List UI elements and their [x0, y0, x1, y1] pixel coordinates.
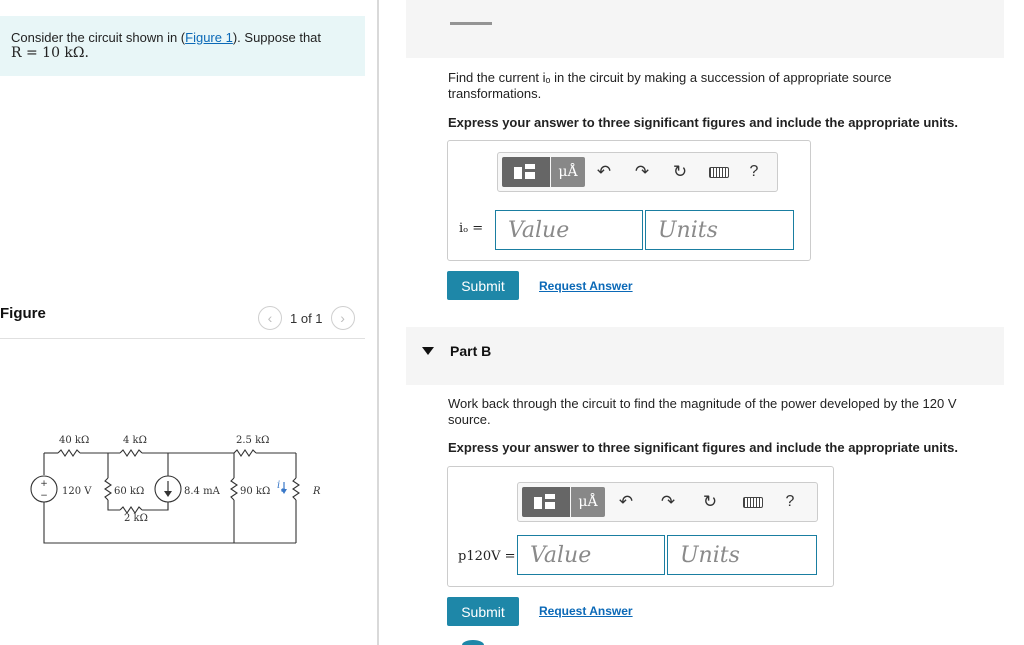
undo-icon[interactable]: ↶ — [596, 162, 612, 181]
templates-icon — [511, 161, 541, 183]
undo-icon[interactable]: ↶ — [618, 492, 634, 511]
reset-icon[interactable]: ↻ — [702, 492, 718, 511]
label-4k: 4 kΩ — [123, 435, 147, 446]
figure-nav — [258, 306, 355, 330]
part-a-header — [406, 0, 1004, 58]
circuit-diagram — [28, 428, 338, 553]
part-b-instruction: Express your answer to three significant figures and include the appropriate units. — [448, 440, 958, 455]
part-a-submit-button[interactable]: Submit — [447, 271, 519, 300]
part-b-title: Part B — [450, 343, 492, 359]
part-a-question: Find the current iₒ in the circuit by making a succession of appropriate source transformations. — [448, 70, 892, 101]
templates-button[interactable] — [502, 157, 550, 187]
pane-divider[interactable] — [377, 0, 379, 645]
problem-intro — [0, 16, 365, 76]
reset-icon[interactable]: ↻ — [672, 162, 688, 181]
next-figure-button[interactable] — [331, 306, 355, 330]
templates-icon — [531, 491, 561, 513]
keyboard-button[interactable] — [731, 487, 775, 517]
part-b-request-answer-link[interactable]: Request Answer — [539, 604, 633, 618]
next-part-button[interactable] — [462, 640, 484, 645]
part-b-submit-button[interactable]: Submit — [447, 597, 519, 626]
templates-button[interactable] — [522, 487, 570, 517]
label-2-5k: 2.5 kΩ — [236, 435, 270, 446]
chevron-left-icon: ‹ — [267, 310, 273, 326]
resistor-90k — [231, 478, 237, 500]
label-io: i — [277, 480, 281, 491]
redo-icon[interactable]: ↷ — [660, 492, 676, 511]
part-a-instruction: Express your answer to three significant figures and include the appropriate units. — [448, 115, 958, 130]
label-8-4ma: 8.4 mA — [184, 486, 220, 497]
svg-text:−: − — [40, 491, 48, 501]
intro-text-after: ). Suppose that — [232, 30, 322, 45]
keyboard-icon — [743, 497, 763, 508]
part-b-toolbar — [517, 482, 818, 522]
part-b-answer-box — [447, 466, 834, 587]
resistor-60k — [105, 478, 111, 500]
intro-text: Consider the circuit shown in ( — [11, 30, 186, 45]
units-button[interactable]: μÅ — [551, 157, 585, 187]
left-pane — [0, 0, 378, 645]
io-label: iₒ = — [459, 221, 484, 236]
part-a-answer-box — [447, 140, 811, 261]
part-b-value-input[interactable] — [517, 535, 665, 575]
label-R: R — [313, 486, 321, 497]
units-button[interactable]: μÅ — [571, 487, 605, 517]
label-2k: 2 kΩ — [124, 513, 148, 524]
resistor-R — [293, 478, 299, 500]
keyboard-icon — [709, 167, 729, 178]
label-40k: 40 kΩ — [59, 435, 90, 446]
intro-equation: R = 10 kΩ. — [11, 45, 89, 61]
figure-link[interactable]: Figure 1 — [185, 30, 233, 45]
part-b-units-input[interactable] — [667, 535, 817, 575]
label-120v: 120 V — [62, 486, 92, 497]
figure-count: 1 of 1 — [290, 310, 323, 326]
p120v-label: p120V = — [458, 549, 516, 564]
collapse-triangle-icon[interactable] — [422, 347, 434, 355]
prev-figure-button[interactable] — [258, 306, 282, 330]
part-b-question: Work back through the circuit to find the magnitude of the power developed by the 120 V source. — [448, 396, 957, 427]
resistor-40k — [58, 450, 80, 456]
part-a-toolbar — [497, 152, 778, 192]
help-icon[interactable]: ? — [785, 493, 795, 510]
redo-icon[interactable]: ↷ — [634, 162, 650, 181]
label-60k: 60 kΩ — [114, 486, 145, 497]
part-a-request-answer-link[interactable]: Request Answer — [539, 279, 633, 293]
label-90k: 90 kΩ — [240, 486, 271, 497]
help-icon[interactable]: ? — [749, 163, 759, 180]
resistor-2-5k — [234, 450, 256, 456]
svg-text:+: + — [40, 479, 48, 489]
part-b-header[interactable] — [406, 327, 1004, 385]
label-io-sub: o — [281, 486, 286, 494]
keyboard-button[interactable] — [699, 157, 739, 187]
figure-separator — [0, 338, 365, 339]
part-a-units-input[interactable] — [645, 210, 794, 250]
figure-title: Figure — [0, 305, 46, 322]
part-a-value-input[interactable] — [495, 210, 643, 250]
resistor-4k — [120, 450, 142, 456]
chevron-right-icon: › — [340, 310, 345, 326]
